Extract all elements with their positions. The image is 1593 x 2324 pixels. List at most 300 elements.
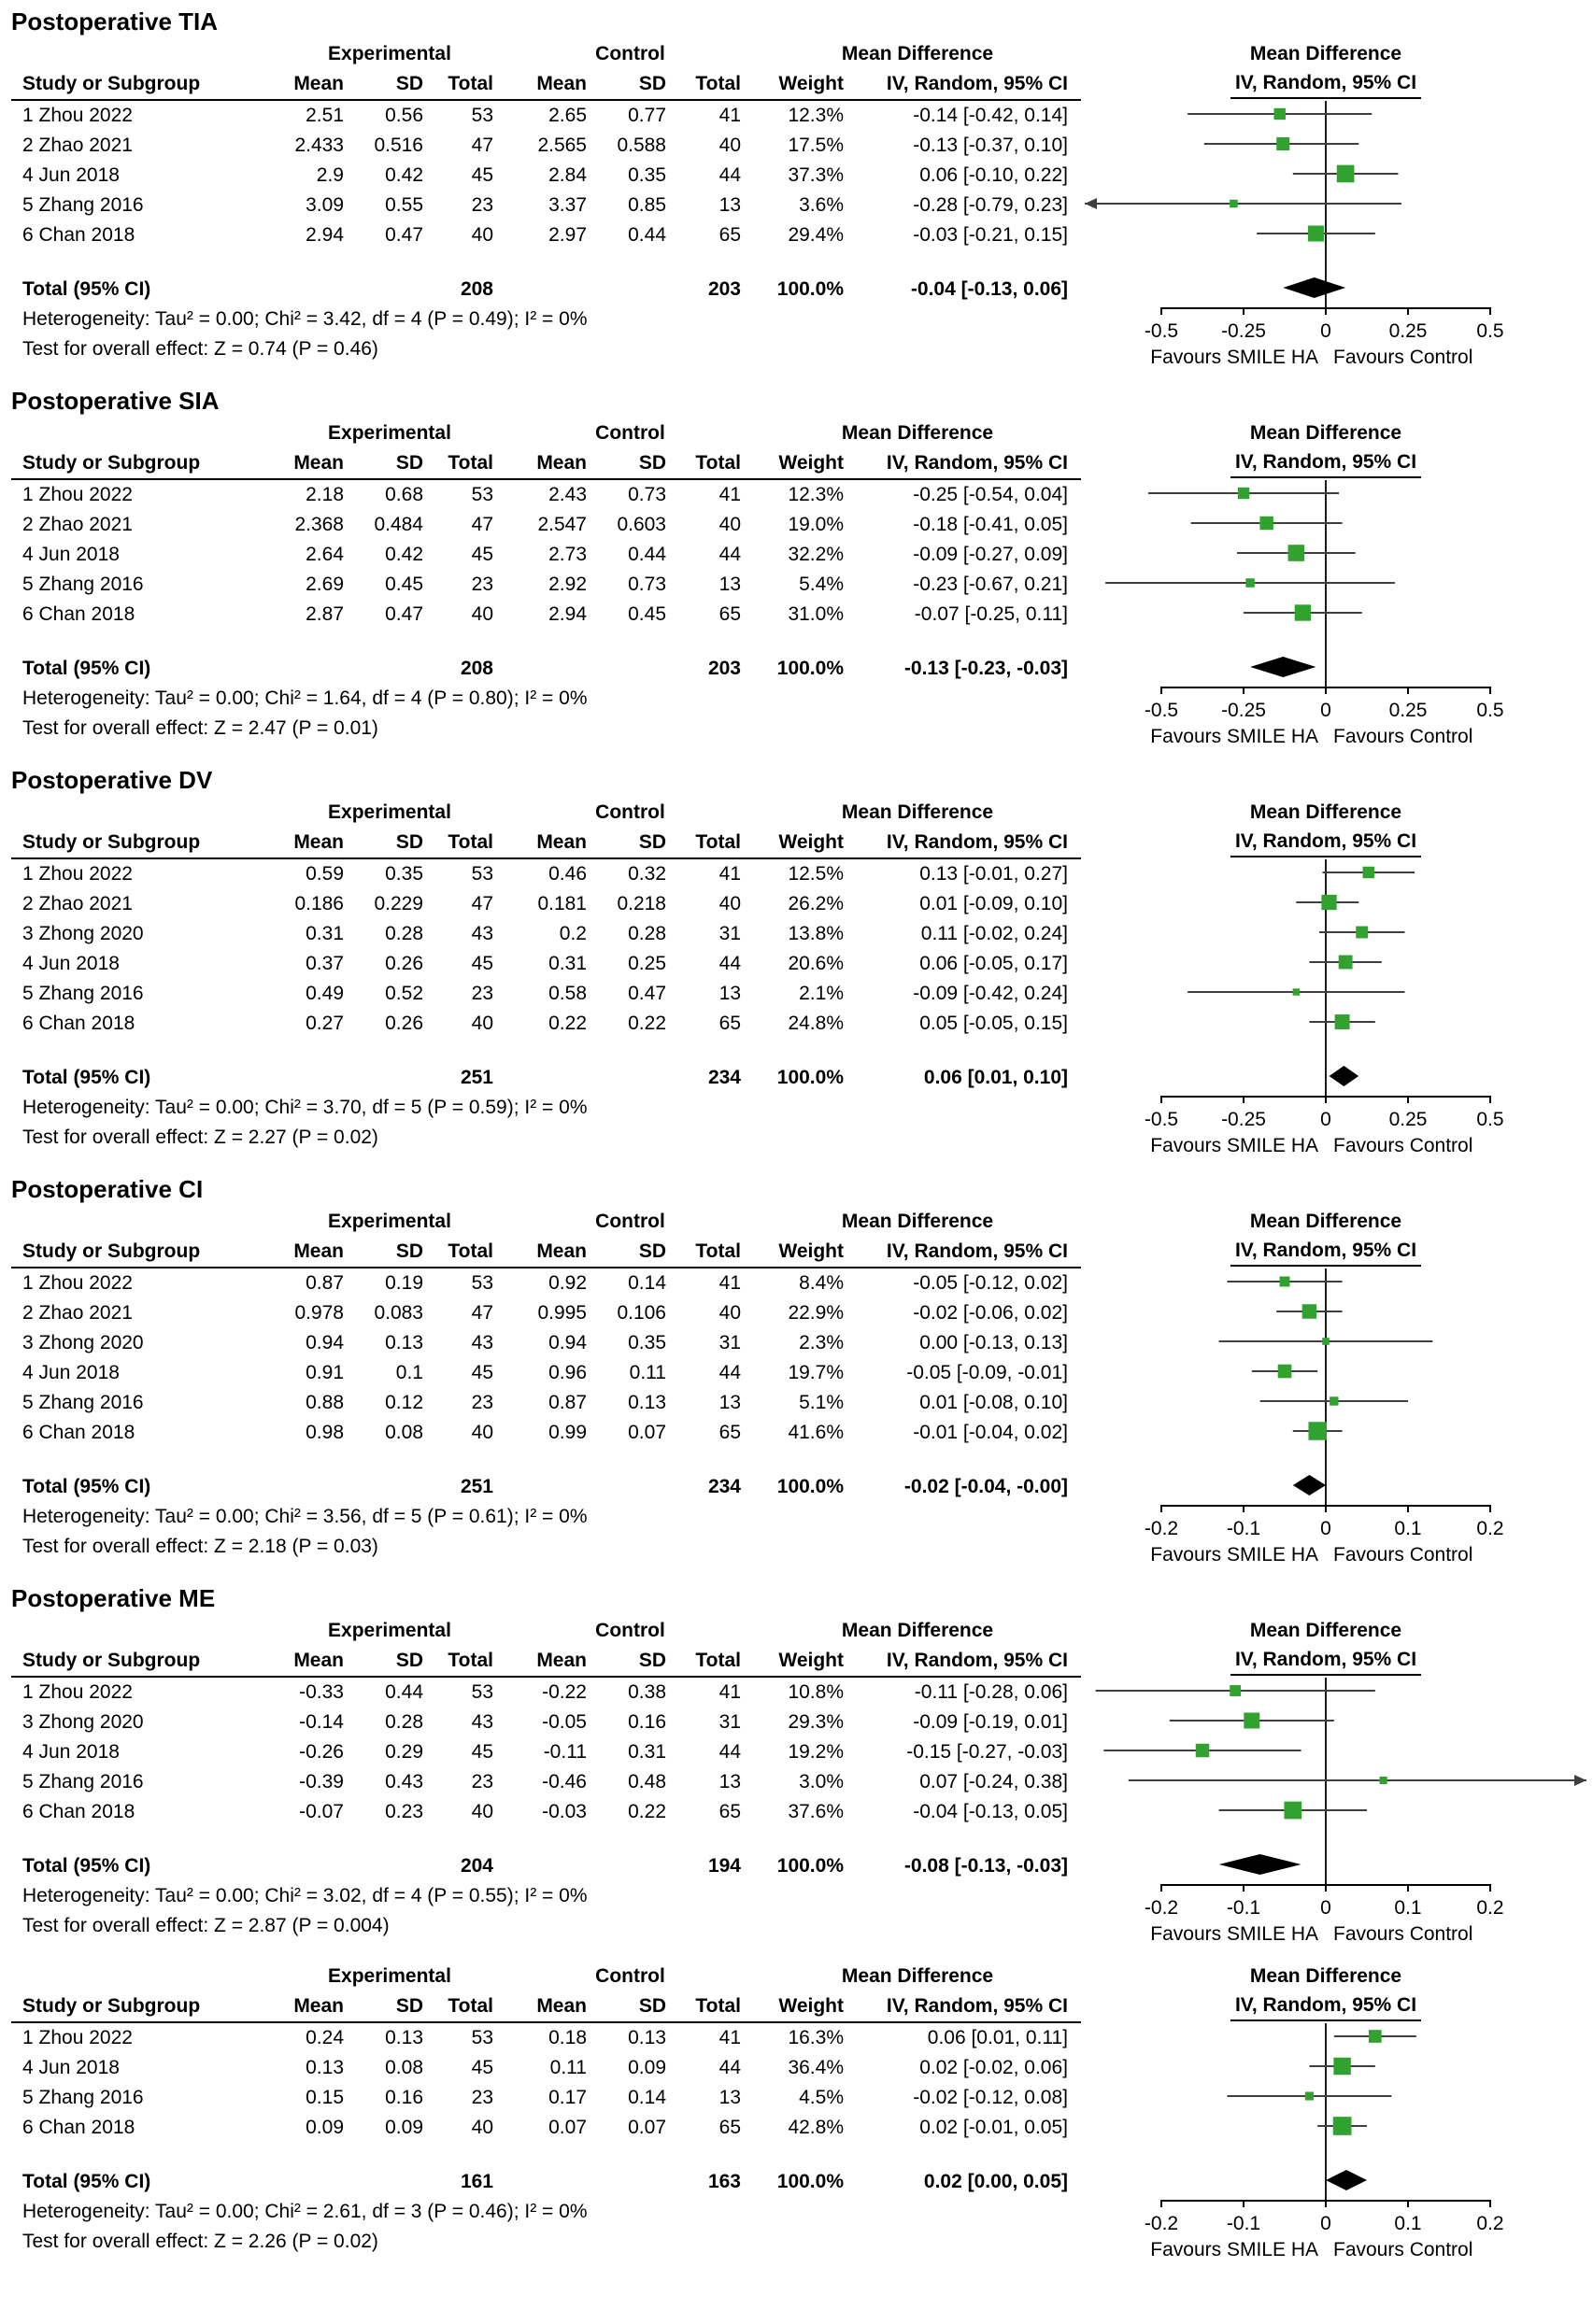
effect-marker	[1333, 2117, 1352, 2135]
header-spacer	[11, 1616, 273, 1646]
forest-table	[11, 1962, 1081, 2257]
group-header-control: Control	[595, 1620, 665, 1641]
effect-marker	[1337, 165, 1355, 183]
study-label: 6 Chan 2018	[22, 1801, 135, 1822]
exp-sd: 0.26	[385, 953, 423, 974]
exp-mean: 2.94	[306, 224, 344, 246]
exp-mean: 0.978	[294, 1302, 344, 1324]
panel-body	[11, 798, 1593, 1158]
exp-mean: 0.87	[306, 1272, 344, 1294]
plot-header	[1081, 418, 1571, 478]
study-label: 1 Zhou 2022	[22, 863, 133, 885]
md-ci-text: -0.11 [-0.28, 0.06]	[914, 1681, 1068, 1703]
ctl-sd: 0.77	[628, 105, 666, 126]
tick-label: -0.5	[1144, 320, 1179, 342]
md-ci-text: -0.03 [-0.21, 0.15]	[913, 224, 1068, 246]
favours-right-label: Favours Control	[1333, 726, 1473, 747]
col-group-mean-difference: Mean Difference	[841, 1620, 994, 1641]
weight: 4.5%	[799, 2087, 844, 2108]
exp-mean: 3.09	[306, 194, 344, 216]
exp-sd: 0.13	[385, 2027, 423, 2048]
total-exp-total: 161	[460, 2171, 493, 2192]
ctl-total: 13	[718, 2087, 741, 2108]
weight: 29.4%	[788, 224, 844, 246]
total-ctl-sd	[600, 1851, 679, 1881]
total-exp-sd	[357, 1063, 436, 1093]
exp-mean: -0.39	[299, 1771, 344, 1793]
col-group-mean-difference: Mean Difference	[841, 1965, 994, 1987]
total-md-ci-text: 0.06 [0.01, 0.10]	[923, 1067, 1068, 1088]
md-ci-text: -0.15 [-0.27, -0.03]	[906, 1741, 1068, 1763]
ctl-sd: 0.22	[628, 1801, 666, 1822]
effect-marker	[1278, 1365, 1292, 1379]
weight: 13.8%	[788, 923, 844, 944]
weight: 29.3%	[788, 1711, 844, 1733]
group-header-control: Control	[595, 43, 665, 64]
header-spacer	[11, 1207, 273, 1237]
ctl-mean: 0.96	[548, 1362, 587, 1383]
weight: 41.6%	[788, 1422, 844, 1443]
col-header-exp-total: Total	[436, 448, 506, 480]
col-header-exp-sd: SD	[357, 1646, 436, 1678]
study-label: 6 Chan 2018	[22, 603, 135, 625]
plot-header	[1081, 798, 1571, 857]
exp-mean: 2.87	[306, 603, 344, 625]
tick-label: -0.1	[1226, 1518, 1261, 1539]
total-study-label: Total (95% CI)	[22, 1067, 151, 1088]
ctl-total: 44	[718, 1741, 741, 1763]
ctl-total: 40	[718, 1302, 741, 1324]
effect-marker	[1335, 1014, 1350, 1029]
total-weight: 100.0%	[776, 278, 844, 300]
ctl-total: 13	[718, 1771, 741, 1793]
ctl-total: 65	[718, 1013, 741, 1034]
tick-label: 0.2	[1476, 1518, 1504, 1539]
exp-total: 47	[471, 1302, 493, 1324]
tick-label: 0.25	[1388, 700, 1428, 721]
col-group-mean-difference: Mean Difference	[841, 1211, 994, 1232]
exp-total: 40	[471, 224, 493, 246]
study-label: 1 Zhou 2022	[22, 484, 133, 505]
ctl-sd: 0.16	[628, 1711, 666, 1733]
plot-header-md: Mean Difference	[1249, 1211, 1402, 1232]
exp-sd: 0.45	[385, 574, 423, 595]
ctl-total: 44	[718, 544, 741, 565]
md-ci-text: -0.09 [-0.27, 0.09]	[913, 544, 1068, 565]
exp-total: 23	[471, 983, 493, 1004]
forest-plot-area	[1081, 39, 1590, 370]
col-header-exp-total: Total	[436, 1646, 506, 1678]
exp-total: 45	[471, 164, 493, 186]
ctl-mean: 0.87	[548, 1392, 587, 1413]
total-study-label: Total (95% CI)	[22, 278, 151, 300]
col-header-exp-total: Total	[436, 828, 506, 859]
effect-marker	[1330, 1396, 1338, 1405]
ctl-total: 65	[718, 2117, 741, 2138]
exp-sd: 0.28	[385, 1711, 423, 1733]
exp-mean: 2.9	[316, 164, 344, 186]
study-label: 3 Zhong 2020	[22, 923, 144, 944]
weight: 8.4%	[799, 1272, 844, 1294]
total-weight: 100.0%	[776, 1476, 844, 1497]
exp-sd: 0.55	[385, 194, 423, 216]
weight: 5.1%	[799, 1392, 844, 1413]
study-label: 6 Chan 2018	[22, 1422, 135, 1443]
exp-sd: 0.26	[385, 1013, 423, 1034]
total-md-ci-text: -0.04 [-0.13, 0.06]	[910, 278, 1068, 300]
favours-right-label: Favours Control	[1333, 347, 1473, 368]
md-ci-text: -0.23 [-0.67, 0.21]	[913, 574, 1068, 595]
panel-title: Postoperative CI	[11, 1175, 204, 1203]
total-ctl-total: 203	[707, 658, 741, 679]
total-md-ci-text: -0.08 [-0.13, -0.03]	[903, 1855, 1068, 1877]
weight: 37.6%	[788, 1801, 844, 1822]
md-ci-text: -0.13 [-0.37, 0.10]	[913, 135, 1068, 156]
total-diamond	[1219, 1854, 1301, 1875]
col-header-exp-sd: SD	[357, 828, 436, 859]
exp-total: 45	[471, 2057, 493, 2078]
header-spacer	[11, 39, 273, 69]
forest-panel-6	[11, 1962, 1593, 2262]
ctl-sd: 0.14	[628, 1272, 666, 1294]
exp-mean: 2.51	[306, 105, 344, 126]
exp-sd: 0.42	[385, 544, 423, 565]
ctl-sd: 0.07	[628, 1422, 666, 1443]
forest-plot-area	[1081, 1962, 1590, 2262]
exp-total: 40	[471, 2117, 493, 2138]
group-header-experimental: Experimental	[328, 43, 451, 64]
ctl-mean: 2.73	[548, 544, 587, 565]
ctl-total: 31	[718, 1332, 741, 1353]
total-weight: 100.0%	[776, 1855, 844, 1877]
plot-header-ci	[1081, 1237, 1571, 1267]
exp-total: 40	[471, 1422, 493, 1443]
exp-sd: 0.083	[374, 1302, 423, 1324]
total-diamond	[1330, 1066, 1359, 1086]
plot-header-md: Mean Difference	[1249, 422, 1402, 444]
panel-body	[11, 1962, 1593, 2262]
total-exp-mean	[273, 1851, 357, 1881]
group-header-control: Control	[595, 422, 665, 444]
study-label: 3 Zhong 2020	[22, 1332, 144, 1353]
effect-marker	[1321, 895, 1336, 910]
exp-mean: 0.09	[306, 2117, 344, 2138]
ctl-sd: 0.85	[628, 194, 666, 216]
spacer-row	[11, 1827, 1081, 1851]
weight: 12.3%	[788, 484, 844, 505]
study-label: 1 Zhou 2022	[22, 2027, 133, 2048]
panel-title: Postoperative TIA	[11, 7, 219, 35]
ctl-total: 41	[718, 1681, 741, 1703]
forest-panel-5	[11, 1582, 1593, 1947]
ctl-total: 65	[718, 1422, 741, 1443]
exp-sd: 0.56	[385, 105, 423, 126]
plot-header-md: Mean Difference	[1249, 43, 1402, 64]
exp-sd: 0.19	[385, 1272, 423, 1294]
ctl-total: 13	[718, 983, 741, 1004]
ctl-total: 40	[718, 893, 741, 914]
col-header-ctl-mean: Mean	[506, 1991, 600, 2023]
total-study-label: Total (95% CI)	[22, 1855, 151, 1877]
ctl-total: 65	[718, 603, 741, 625]
col-header-exp-total: Total	[436, 69, 506, 101]
ctl-total: 41	[718, 484, 741, 505]
ctl-mean: 0.18	[548, 2027, 587, 2048]
effect-marker	[1238, 488, 1249, 499]
col-header-study: Study or Subgroup	[11, 828, 273, 859]
md-ci-text: 0.06 [0.01, 0.11]	[927, 2027, 1068, 2048]
ctl-mean: 2.565	[537, 135, 587, 156]
overall-effect-text: Test for overall effect: Z = 2.47 (P = 0.01)	[22, 717, 378, 739]
exp-sd: 0.28	[385, 923, 423, 944]
weight: 32.2%	[788, 544, 844, 565]
exp-sd: 0.43	[385, 1771, 423, 1793]
panel-title: Postoperative ME	[11, 1584, 216, 1612]
weight: 12.3%	[788, 105, 844, 126]
favours-right-label: Favours Control	[1333, 1923, 1473, 1945]
exp-mean: 2.368	[294, 514, 344, 535]
total-weight: 100.0%	[776, 1067, 844, 1088]
col-header-ctl-total: Total	[679, 1991, 754, 2023]
exp-mean: 0.31	[306, 923, 344, 944]
md-ci-text: 0.13 [-0.01, 0.27]	[919, 863, 1068, 885]
ctl-sd: 0.14	[628, 2087, 666, 2108]
study-label: 5 Zhang 2016	[22, 194, 144, 216]
total-exp-mean	[273, 275, 357, 305]
total-exp-mean	[273, 2167, 357, 2197]
tick-label: -0.5	[1144, 1109, 1179, 1130]
ctl-mean: 0.92	[548, 1272, 587, 1294]
col-header-study: Study or Subgroup	[11, 1991, 273, 2023]
weight: 36.4%	[788, 2057, 844, 2078]
favours-right-label: Favours Control	[1333, 2239, 1473, 2260]
md-ci-text: 0.00 [-0.13, 0.13]	[919, 1332, 1068, 1353]
weight: 26.2%	[788, 893, 844, 914]
col-header-ctl-sd: SD	[600, 448, 679, 480]
exp-sd: 0.44	[385, 1681, 423, 1703]
ctl-sd: 0.44	[628, 224, 666, 246]
ctl-mean: 0.99	[548, 1422, 587, 1443]
col-header-weight: Weight	[754, 1991, 857, 2023]
effect-marker	[1288, 545, 1305, 561]
ctl-sd: 0.45	[628, 603, 666, 625]
total-ctl-mean	[506, 1851, 600, 1881]
exp-mean: -0.33	[299, 1681, 344, 1703]
ctl-mean: 0.94	[548, 1332, 587, 1353]
effect-marker	[1274, 108, 1286, 120]
md-ci-text: 0.02 [-0.02, 0.06]	[919, 2057, 1068, 2078]
col-header-ctl-sd: SD	[600, 69, 679, 101]
ctl-sd: 0.25	[628, 953, 666, 974]
col-header-ctl-total: Total	[679, 1646, 754, 1678]
col-header-weight: Weight	[754, 828, 857, 859]
weight: 42.8%	[788, 2117, 844, 2138]
col-header-ctl-mean: Mean	[506, 1237, 600, 1268]
col-header-ci: IV, Random, 95% CI	[857, 448, 1081, 480]
study-label: 6 Chan 2018	[22, 224, 135, 246]
plot-header	[1081, 39, 1571, 99]
plot-header-ci-label: IV, Random, 95% CI	[1230, 828, 1421, 857]
ctl-sd: 0.44	[628, 544, 666, 565]
weight: 20.6%	[788, 953, 844, 974]
forest-panel-4	[11, 1173, 1593, 1567]
col-header-ctl-sd: SD	[600, 828, 679, 859]
exp-sd: 0.229	[374, 893, 423, 914]
panel-title: Postoperative DV	[11, 766, 213, 794]
col-header-ctl-mean: Mean	[506, 828, 600, 859]
weight: 12.5%	[788, 863, 844, 885]
md-ci-text: 0.07 [-0.24, 0.38]	[919, 1771, 1068, 1793]
plot-header	[1081, 1207, 1571, 1267]
group-header-experimental: Experimental	[328, 1211, 451, 1232]
col-header-exp-mean: Mean	[273, 448, 357, 480]
favours-right-label: Favours Control	[1333, 1135, 1473, 1156]
weight: 16.3%	[788, 2027, 844, 2048]
ctl-total: 31	[718, 923, 741, 944]
study-label: 4 Jun 2018	[22, 544, 120, 565]
plot-header-ci	[1081, 1991, 1571, 2021]
study-label: 4 Jun 2018	[22, 1362, 120, 1383]
total-exp-sd	[357, 2167, 436, 2197]
effect-marker	[1259, 517, 1273, 530]
study-label: 1 Zhou 2022	[22, 1272, 133, 1294]
weight: 19.0%	[788, 514, 844, 535]
tick-label: 0.1	[1394, 1518, 1422, 1539]
md-ci-text: -0.28 [-0.79, 0.23]	[913, 194, 1068, 216]
study-label: 4 Jun 2018	[22, 953, 120, 974]
spacer-row	[11, 1039, 1081, 1063]
ctl-mean: -0.22	[542, 1681, 587, 1703]
ctl-mean: 0.07	[548, 2117, 587, 2138]
favours-left-label: Favours SMILE HA	[1150, 347, 1318, 368]
panel-body	[11, 418, 1593, 749]
col-header-ci: IV, Random, 95% CI	[857, 1237, 1081, 1268]
effect-marker	[1284, 1802, 1301, 1820]
plot-header-ci	[1081, 448, 1571, 478]
forest-table	[11, 39, 1081, 364]
exp-total: 47	[471, 514, 493, 535]
weight: 37.3%	[788, 164, 844, 186]
effect-marker	[1302, 1304, 1316, 1318]
ctl-total: 41	[718, 2027, 741, 2048]
ci-arrow-right	[1574, 1775, 1586, 1786]
plot-header	[1081, 1962, 1571, 2021]
exp-mean: 0.59	[306, 863, 344, 885]
effect-marker	[1339, 956, 1353, 970]
ctl-sd: 0.13	[628, 2027, 666, 2048]
ctl-total: 41	[718, 1272, 741, 1294]
spacer-row	[11, 1448, 1081, 1472]
ctl-mean: 2.97	[548, 224, 587, 246]
col-header-ctl-mean: Mean	[506, 69, 600, 101]
exp-total: 43	[471, 1711, 493, 1733]
plot-header-ci	[1081, 1646, 1571, 1676]
forest-table	[11, 798, 1081, 1153]
tick-label: 0.5	[1476, 1109, 1504, 1130]
study-label: 5 Zhang 2016	[22, 983, 144, 1004]
spacer-row	[11, 630, 1081, 654]
ctl-total: 44	[718, 2057, 741, 2078]
favours-left-label: Favours SMILE HA	[1150, 726, 1318, 747]
col-header-exp-sd: SD	[357, 1991, 436, 2023]
ctl-total: 44	[718, 1362, 741, 1383]
forest-panel-2	[11, 385, 1593, 749]
forest-panel-3	[11, 764, 1593, 1158]
group-header-experimental: Experimental	[328, 1620, 451, 1641]
total-ctl-mean	[506, 1472, 600, 1502]
total-exp-sd	[357, 654, 436, 684]
favours-left-label: Favours SMILE HA	[1150, 1544, 1318, 1566]
ctl-mean: -0.05	[542, 1711, 587, 1733]
total-diamond	[1326, 2170, 1367, 2190]
group-header-control: Control	[595, 1211, 665, 1232]
favours-left-label: Favours SMILE HA	[1150, 1135, 1318, 1156]
study-label: 4 Jun 2018	[22, 164, 120, 186]
exp-total: 53	[471, 2027, 493, 2048]
exp-sd: 0.68	[385, 484, 423, 505]
total-exp-total: 208	[460, 278, 493, 300]
exp-total: 43	[471, 1332, 493, 1353]
tick-label: -0.5	[1144, 700, 1179, 721]
ctl-sd: 0.38	[628, 1681, 666, 1703]
col-header-weight: Weight	[754, 1237, 857, 1268]
ctl-mean: 0.181	[537, 893, 587, 914]
effect-marker	[1363, 867, 1374, 878]
col-header-ctl-sd: SD	[600, 1237, 679, 1268]
study-label: 5 Zhang 2016	[22, 574, 144, 595]
total-exp-total: 208	[460, 658, 493, 679]
md-ci-text: 0.01 [-0.09, 0.10]	[919, 893, 1068, 914]
ctl-sd: 0.13	[628, 1392, 666, 1413]
ctl-total: 41	[718, 105, 741, 126]
md-ci-text: 0.06 [-0.10, 0.22]	[919, 164, 1068, 186]
tick-label: 0.25	[1388, 320, 1428, 342]
col-header-ctl-mean: Mean	[506, 1646, 600, 1678]
group-header-control: Control	[595, 1965, 665, 1987]
tick-label: 0.25	[1388, 1109, 1428, 1130]
tick-label: -0.2	[1144, 1897, 1179, 1919]
forest-plot-area	[1081, 798, 1590, 1158]
col-header-exp-mean: Mean	[273, 1991, 357, 2023]
total-ctl-mean	[506, 2167, 600, 2197]
tick-label: -0.25	[1221, 700, 1266, 721]
weight: 3.0%	[799, 1771, 844, 1793]
ctl-mean: 0.22	[548, 1013, 587, 1034]
md-ci-text: -0.18 [-0.41, 0.05]	[913, 514, 1068, 535]
exp-total: 53	[471, 105, 493, 126]
total-exp-sd	[357, 275, 436, 305]
effect-marker	[1295, 604, 1311, 620]
tick-label: 0.1	[1394, 1897, 1422, 1919]
ctl-mean: 0.17	[548, 2087, 587, 2108]
ctl-sd: 0.28	[628, 923, 666, 944]
weight: 2.3%	[799, 1332, 844, 1353]
exp-mean: 2.433	[294, 135, 344, 156]
tick-label: 0.1	[1394, 2213, 1422, 2234]
col-header-ci: IV, Random, 95% CI	[857, 828, 1081, 859]
forest-plot-area	[1081, 418, 1590, 749]
total-ctl-sd	[600, 2167, 679, 2197]
md-ci-text: -0.09 [-0.19, 0.01]	[913, 1711, 1068, 1733]
exp-mean: 0.27	[306, 1013, 344, 1034]
col-header-study: Study or Subgroup	[11, 448, 273, 480]
tick-label: -0.25	[1221, 320, 1266, 342]
group-header-experimental: Experimental	[328, 801, 451, 823]
exp-mean: 0.98	[306, 1422, 344, 1443]
overall-effect-text: Test for overall effect: Z = 0.74 (P = 0.46)	[22, 338, 378, 360]
effect-marker	[1230, 1685, 1241, 1696]
heterogeneity-text: Heterogeneity: Tau² = 0.00; Chi² = 3.42, df = 4 (P = 0.49); I² = 0%	[22, 308, 588, 330]
